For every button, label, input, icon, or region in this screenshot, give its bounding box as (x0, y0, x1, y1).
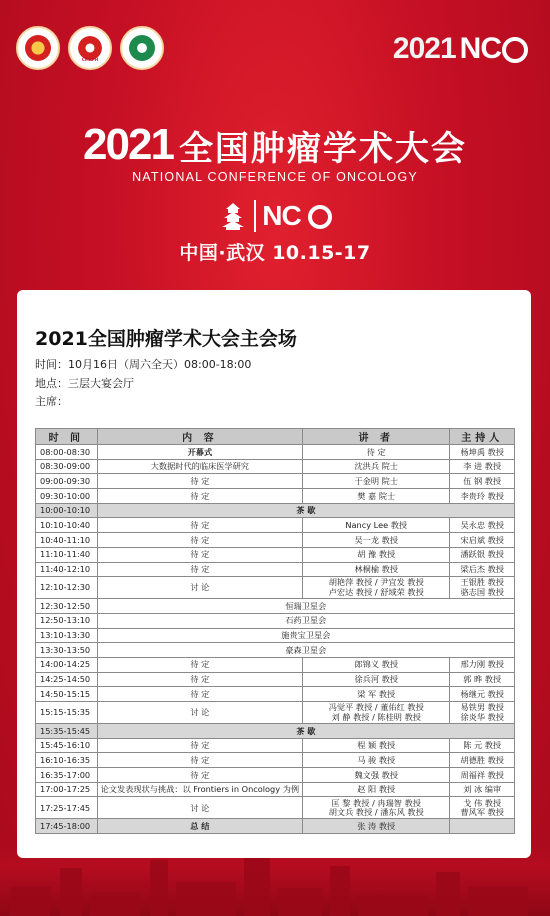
brand-name: NC (459, 32, 501, 65)
speaker-cell: 赵 阳 教授 (303, 782, 450, 797)
content-cell: 待 定 (97, 547, 302, 562)
table-row (36, 533, 515, 548)
time-cell: 09:00-09:30 (36, 474, 98, 489)
speaker-cell: 于金明 院士 (303, 474, 450, 489)
content-cell: 待 定 (97, 474, 302, 489)
table-row (36, 643, 515, 658)
content-cell: 待 定 (97, 672, 302, 687)
table-row (36, 753, 515, 768)
host-line: 徐炎华 教授 (460, 711, 504, 722)
table-row (36, 518, 515, 533)
speaker-line: 胡艳萍 教授 / 尹宜发 教授 (328, 577, 424, 588)
speaker-line: 刘 静 教授 / 陈桂明 教授 (331, 711, 421, 722)
speaker-cell: 郎锦义 教授 (303, 657, 450, 672)
time-cell: 11:10-11:40 (36, 547, 98, 562)
table-row (36, 724, 515, 739)
content-cell: 待 定 (97, 753, 302, 768)
content-cell: 待 定 (97, 768, 302, 783)
time-cell: 15:45-16:10 (36, 738, 98, 753)
table-header (36, 429, 515, 445)
time-cell: 12:10-12:30 (36, 577, 98, 599)
table-row (36, 562, 515, 577)
yellow-crane-tower-icon (218, 201, 248, 231)
speaker-line: 卢宏达 教授 / 舒域荣 教授 (328, 586, 424, 597)
time-cell: 10:00-10:10 (36, 503, 98, 518)
content-cell: 讨 论 (97, 577, 302, 599)
schedule-table (35, 428, 515, 834)
time-cell: 13:10-13:30 (36, 628, 98, 643)
content-cell: 待 定 (97, 489, 302, 504)
content-cell: 待 定 (97, 657, 302, 672)
speaker-cell (303, 702, 450, 724)
speaker-cell (303, 577, 450, 599)
title-year: 2021 (83, 120, 173, 169)
host-cell: 梁后杰 教授 (450, 562, 515, 577)
speaker-cell: 魏文强 教授 (303, 768, 450, 783)
speaker-line: 冯觉平 教授 / 董佑红 教授 (328, 702, 424, 713)
content-cell: 讨 论 (97, 702, 302, 724)
content-cell: 总 结 (97, 819, 302, 834)
host-cell: 李 进 教授 (450, 459, 515, 474)
table-row (36, 474, 515, 489)
session-cell: 豪森卫星会 (97, 643, 514, 658)
table-row (36, 613, 515, 628)
host-line: 戈 伟 教授 (463, 797, 502, 808)
host-cell: 邢力刚 教授 (450, 657, 515, 672)
host-line: 王银胜 教授 (460, 577, 504, 588)
speaker-cell: 林桐榆 教授 (303, 562, 450, 577)
host-cell: 胡德胜 教授 (450, 753, 515, 768)
speaker-cell: 张 涛 教授 (303, 819, 450, 834)
table-row (36, 702, 515, 724)
host-cell: 刘 冰 编审 (450, 782, 515, 797)
content-cell: 讨 论 (97, 797, 302, 819)
host-cell: 伍 钢 教授 (450, 474, 515, 489)
table-row (36, 672, 515, 687)
table-row (36, 782, 515, 797)
speaker-cell (303, 797, 450, 819)
table-row (36, 738, 515, 753)
table-row (36, 503, 515, 518)
nco-text: NC (254, 200, 300, 232)
globe-o-icon (308, 205, 332, 229)
logo-1-icon (16, 26, 60, 70)
content-cell: 待 定 (97, 687, 302, 702)
host-cell: 郭 晔 教授 (450, 672, 515, 687)
host-cell: 吴永忠 教授 (450, 518, 515, 533)
content-cell: 待 定 (97, 518, 302, 533)
place-value: 三层大宴会厅 (68, 377, 134, 390)
host-line: 曹风军 教授 (460, 806, 504, 817)
table-row (36, 577, 515, 599)
host-line: 骆志国 教授 (460, 586, 504, 597)
city-date: 中国·武汉 10.15-17 (179, 242, 371, 264)
time-cell: 16:10-16:35 (36, 753, 98, 768)
session-cell: 石药卫星会 (97, 613, 514, 628)
time-cell: 15:35-15:45 (36, 724, 98, 739)
host-cell (450, 577, 515, 599)
speaker-line: 匡 黎 教授 / 冉瑞智 教授 (331, 797, 421, 808)
header-speaker: 讲 者 (303, 429, 450, 445)
content-cell: 大数据时代的临床医学研究 (97, 459, 302, 474)
table-row (36, 768, 515, 783)
content-cell: 论文发表现状与挑战：以 Frontiers in Oncology 为例 (97, 782, 302, 797)
host-cell: 周福祥 教授 (450, 768, 515, 783)
speaker-cell: 樊 嘉 院士 (303, 489, 450, 504)
schedule-card (17, 290, 531, 858)
content-cell: 待 定 (97, 533, 302, 548)
host-cell (450, 819, 515, 834)
table-row (36, 445, 515, 460)
speaker-cell: 梁 军 教授 (303, 687, 450, 702)
time-line (35, 356, 251, 372)
time-cell: 12:50-13:10 (36, 613, 98, 628)
content-cell: 待 定 (97, 562, 302, 577)
time-cell: 14:00-14:25 (36, 657, 98, 672)
table-body (36, 445, 515, 834)
host-cell: 杨继元 教授 (450, 687, 515, 702)
cmaph-logo-icon (68, 26, 112, 70)
logo-label: CMAPH (81, 57, 99, 62)
session-cell: 茶 歇 (97, 503, 514, 518)
host-cell (450, 797, 515, 819)
table-row (36, 599, 515, 614)
host-line: 易铁男 教授 (460, 702, 504, 713)
time-cell: 17:25-17:45 (36, 797, 98, 819)
time-cell: 11:40-12:10 (36, 562, 98, 577)
time-cell: 17:00-17:25 (36, 782, 98, 797)
nco-logo (0, 200, 550, 232)
time-cell: 10:10-10:40 (36, 518, 98, 533)
conference-title (0, 120, 550, 184)
host-cell (450, 702, 515, 724)
host-cell: 陈 元 教授 (450, 738, 515, 753)
time-value: 10月16日（周六全天）08:00-18:00 (68, 358, 252, 371)
speaker-cell: 待 定 (303, 445, 450, 460)
chair-label: 主席： (35, 395, 68, 408)
time-cell: 08:30-09:00 (36, 459, 98, 474)
time-label: 时间： (35, 358, 68, 371)
time-cell: 17:45-18:00 (36, 819, 98, 834)
table-row (36, 547, 515, 562)
time-cell: 16:35-17:00 (36, 768, 98, 783)
header-host: 主持人 (450, 429, 515, 445)
speaker-cell: 程 颖 教授 (303, 738, 450, 753)
place-line (35, 375, 134, 391)
partner-logos (16, 26, 164, 70)
time-cell: 10:40-11:10 (36, 533, 98, 548)
table-row (36, 687, 515, 702)
time-cell: 14:50-15:15 (36, 687, 98, 702)
time-cell: 08:00-08:30 (36, 445, 98, 460)
session-cell: 施贵宝卫星会 (97, 628, 514, 643)
time-cell: 15:15-15:35 (36, 702, 98, 724)
table-row (36, 797, 515, 819)
time-cell: 12:30-12:50 (36, 599, 98, 614)
chair-line (35, 393, 68, 409)
speaker-cell: 马 骏 教授 (303, 753, 450, 768)
session-cell: 茶 歇 (97, 724, 514, 739)
host-cell: 宋启斌 教授 (450, 533, 515, 548)
place-label: 地点： (35, 377, 68, 390)
header-time: 时 间 (36, 429, 98, 445)
brand-year: 2021 (392, 32, 456, 65)
speaker-cell: 吴一龙 教授 (303, 533, 450, 548)
host-cell: 潘跃银 教授 (450, 547, 515, 562)
speaker-cell: 沈洪兵 院士 (303, 459, 450, 474)
time-cell: 14:25-14:50 (36, 672, 98, 687)
logo-3-icon (120, 26, 164, 70)
table-row (36, 628, 515, 643)
table-row (36, 819, 515, 834)
host-cell: 李贵玲 教授 (450, 489, 515, 504)
header-content: 内 容 (97, 429, 302, 445)
speaker-line: 胡文兵 教授 / 潘东风 教授 (328, 806, 424, 817)
title-cn: 全国肿瘤学术大会 (178, 128, 467, 169)
title-en: NATIONAL CONFERENCE OF ONCOLOGY (132, 170, 418, 184)
speaker-cell: 徐兵河 教授 (303, 672, 450, 687)
table-row (36, 657, 515, 672)
globe-o-icon (502, 37, 528, 63)
content-cell: 待 定 (97, 738, 302, 753)
host-cell: 杨坤禹 教授 (450, 445, 515, 460)
session-cell: 恒瑞卫星会 (97, 599, 514, 614)
card-title: 2021全国肿瘤学术大会主会场 (35, 328, 297, 350)
table-row (36, 489, 515, 504)
top-brand-logo (393, 32, 528, 66)
table-row (36, 459, 515, 474)
content-cell: 开幕式 (97, 445, 302, 460)
speaker-cell: 胡 豫 教授 (303, 547, 450, 562)
speaker-cell: Nancy Lee 教授 (303, 518, 450, 533)
time-cell: 09:30-10:00 (36, 489, 98, 504)
time-cell: 13:30-13:50 (36, 643, 98, 658)
